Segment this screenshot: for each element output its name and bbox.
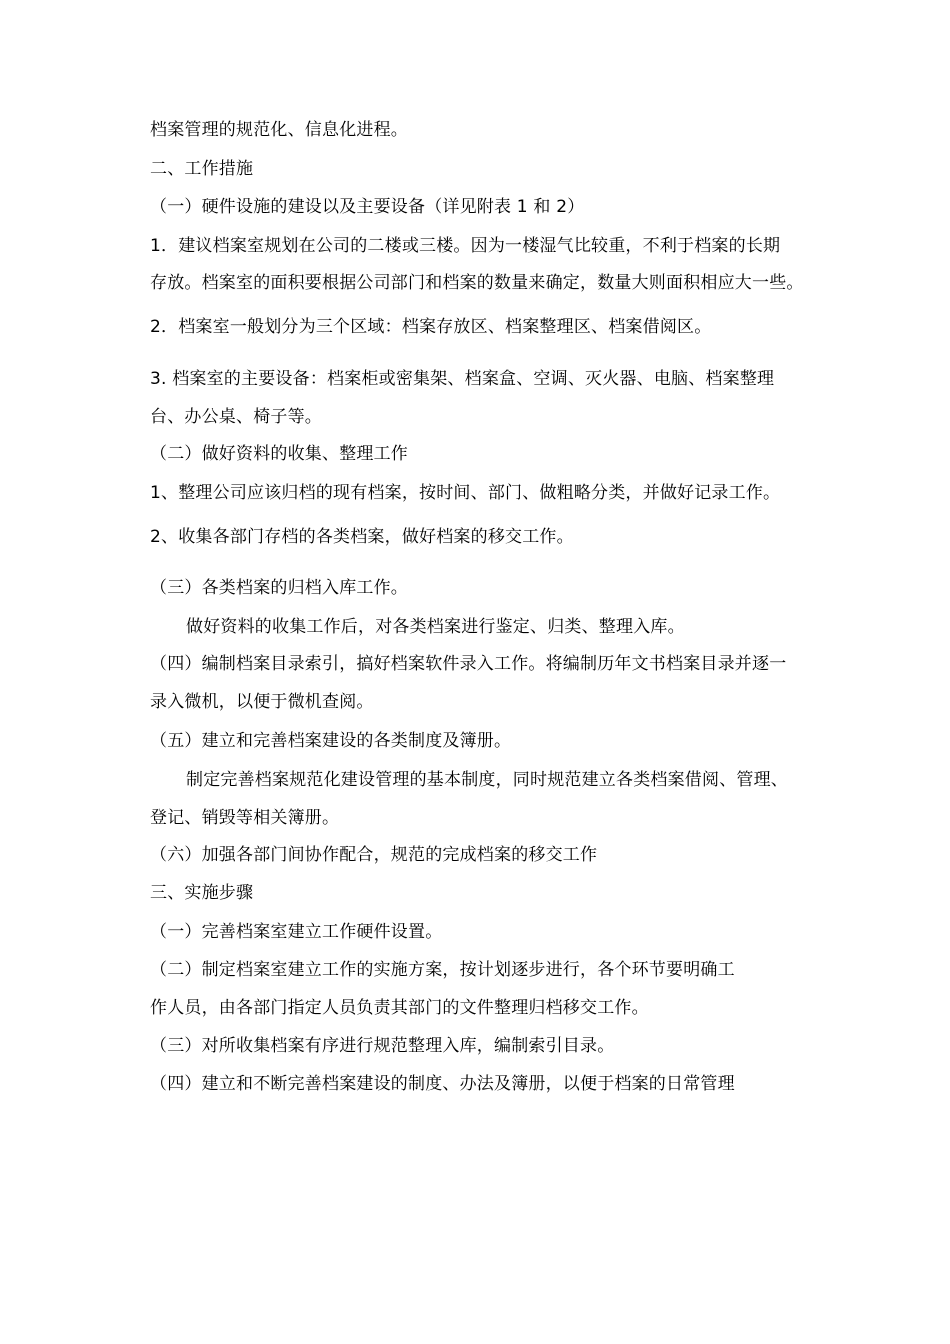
text-line: 1．建议档案室规划在公司的二楼或三楼。因为一楼湿气比较重，不利于档案的长期 xyxy=(150,236,781,256)
text-line: 台、办公桌、椅子等。 xyxy=(150,407,322,427)
text-line: 制定完善档案规范化建设管理的基本制度，同时规范建立各类档案借阅、管理、 xyxy=(186,770,788,790)
text-line: 存放。档案室的面积要根据公司部门和档案的数量来确定，数量大则面积相应大一些。 xyxy=(150,273,804,293)
text-line: 2、收集各部门存档的各类档案，做好档案的移交工作。 xyxy=(150,527,574,547)
text-line: 录入微机，以便于微机查阅。 xyxy=(150,692,374,712)
subsection-heading: （三）对所收集档案有序进行规范整理入库，编制索引目录。 xyxy=(150,1036,615,1056)
text-line: 档案管理的规范化、信息化进程。 xyxy=(150,120,408,140)
subsection-heading: （二）制定档案室建立工作的实施方案，按计划逐步进行，各个环节要明确工 xyxy=(150,960,735,980)
subsection-heading: （一）完善档案室建立工作硬件设置。 xyxy=(150,922,443,942)
text-line: 登记、销毁等相关簿册。 xyxy=(150,808,340,828)
subsection-heading: （三）各类档案的归档入库工作。 xyxy=(150,578,408,598)
text-line: 2．档案室一般划分为三个区域：档案存放区、档案整理区、档案借阅区。 xyxy=(150,317,712,337)
subsection-heading: （五）建立和完善档案建设的各类制度及簿册。 xyxy=(150,731,512,751)
section-heading: 二、工作措施 xyxy=(150,159,254,179)
text-line: 1、整理公司应该归档的现有档案，按时间、部门、做粗略分类，并做好记录工作。 xyxy=(150,483,781,503)
subsection-heading: （二）做好资料的收集、整理工作 xyxy=(150,444,408,464)
text-line: 作人员，由各部门指定人员负责其部门的文件整理归档移交工作。 xyxy=(150,998,649,1018)
text-line: 做好资料的收集工作后，对各类档案进行鉴定、归类、整理入库。 xyxy=(186,617,685,637)
subsection-heading: （一）硬件设施的建设以及主要设备（详见附表 1 和 2） xyxy=(150,197,585,217)
subsection-heading: （四）编制档案目录索引，搞好档案软件录入工作。将编制历年文书档案目录并逐一 xyxy=(150,654,787,674)
subsection-heading: （六）加强各部门间协作配合，规范的完成档案的移交工作 xyxy=(150,845,598,865)
text-line: 3. 档案室的主要设备：档案柜或密集架、档案盒、空调、灭火器、电脑、档案整理 xyxy=(150,369,775,389)
section-heading: 三、实施步骤 xyxy=(150,883,254,903)
subsection-heading: （四）建立和不断完善档案建设的制度、办法及簿册，以便于档案的日常管理 xyxy=(150,1074,735,1094)
